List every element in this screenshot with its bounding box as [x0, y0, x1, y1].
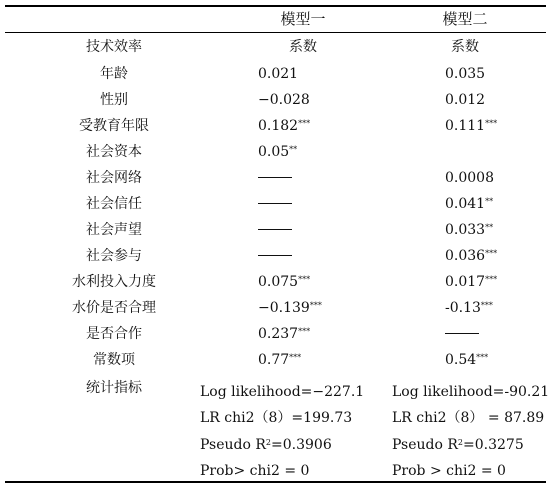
row-label: 社会信任 — [86, 196, 142, 212]
m1-loglik: Log likelihood=−227.1 — [200, 384, 365, 400]
m2-coefficient — [445, 91, 485, 109]
m1-significance: *** — [309, 301, 322, 310]
m1-prob-chi2: Prob> chi2 = 0 — [200, 463, 310, 479]
m1-value: 0.05 — [258, 144, 290, 160]
row-label: 性别 — [100, 92, 128, 108]
m2-significance: *** — [476, 353, 489, 362]
not-included-dash — [445, 333, 479, 334]
m2-coefficient — [445, 273, 497, 291]
m2-value: 0.036 — [445, 248, 486, 264]
row-label: 社会资本 — [86, 144, 142, 160]
m2-coefficient — [445, 247, 497, 265]
m2-value: 0.033 — [445, 222, 486, 238]
m1-coefficient — [258, 169, 292, 187]
not-included-dash — [258, 255, 292, 256]
m1-pseudo-post: =0.3906 — [271, 437, 332, 453]
m1-pseudo-r2 — [200, 436, 332, 454]
table-top-rule — [5, 5, 546, 7]
m2-value: 0.012 — [445, 92, 486, 108]
m2-coefficient — [445, 65, 485, 83]
not-included-dash — [258, 177, 292, 178]
m2-lr-chi2: LR chi2（8） = 87.89 — [392, 410, 545, 426]
m1-pseudo-pre: Pseudo R — [200, 437, 266, 453]
row-label: 水利投入力度 — [72, 274, 156, 290]
row-label: 受教育年限 — [79, 118, 149, 134]
m2-value: 0.035 — [445, 66, 486, 82]
m2-coefficient — [445, 325, 479, 343]
m1-significance: *** — [298, 275, 311, 284]
m1-significance: *** — [298, 327, 311, 336]
header-rule — [5, 32, 546, 33]
m2-coefficient — [445, 117, 497, 135]
m2-value: 0.0008 — [445, 170, 494, 186]
m2-significance: *** — [485, 249, 498, 258]
m2-significance: ** — [485, 223, 494, 232]
m2-coef-header: 系数 — [451, 39, 479, 55]
row-label: 年龄 — [100, 66, 128, 82]
m1-value: 0.075 — [258, 274, 299, 290]
m1-coefficient — [258, 325, 310, 343]
not-included-dash — [258, 203, 292, 204]
m1-lr-chi2: LR chi2（8）=199.73 — [200, 410, 353, 426]
m2-value: 0.017 — [445, 274, 486, 290]
m1-value: 0.021 — [258, 66, 299, 82]
m2-coefficient — [445, 221, 493, 239]
row-label: 常数项 — [93, 352, 135, 368]
m1-value: −0.139 — [258, 300, 310, 316]
m2-value: 0.54 — [445, 352, 477, 368]
m2-value: -0.13 — [445, 300, 481, 316]
m2-prob-chi2: Prob > chi2 = 0 — [392, 463, 506, 479]
m1-pseudo-sup: 2 — [265, 438, 272, 447]
row-label: 是否合作 — [86, 326, 142, 342]
m2-value: 0.041 — [445, 196, 486, 212]
m2-significance: *** — [485, 275, 498, 284]
m1-coefficient — [258, 195, 292, 213]
m2-significance: ** — [485, 197, 494, 206]
m2-significance: *** — [485, 119, 498, 128]
m2-coefficient — [445, 169, 494, 187]
row-label: 社会参与 — [86, 248, 142, 264]
not-included-dash — [258, 229, 292, 230]
m1-coefficient — [258, 117, 310, 135]
m2-significance: *** — [480, 301, 493, 310]
m1-coefficient — [258, 65, 298, 83]
m2-loglik: Log likelihood=-90.21 — [392, 384, 550, 400]
m1-significance: *** — [289, 353, 302, 362]
table-bottom-rule — [5, 481, 546, 483]
m2-value: 0.111 — [445, 118, 486, 134]
m2-pseudo-post: =0.3275 — [463, 437, 524, 453]
row-label: 水价是否合理 — [72, 300, 156, 316]
m2-pseudo-pre: Pseudo R — [392, 437, 458, 453]
m1-coefficient — [258, 91, 310, 109]
m1-coefficient — [258, 221, 292, 239]
m2-coefficient — [445, 195, 493, 213]
m1-coef-header: 系数 — [289, 39, 317, 55]
m1-value: −0.028 — [258, 92, 310, 108]
model1-header: 模型一 — [280, 10, 326, 28]
m1-value: 0.77 — [258, 352, 290, 368]
row-label-efficiency: 技术效率 — [86, 39, 142, 55]
m2-pseudo-sup: 2 — [457, 438, 464, 447]
m2-coefficient — [445, 351, 488, 369]
m1-coefficient — [258, 299, 322, 317]
m1-coefficient — [258, 351, 301, 369]
m1-significance: *** — [298, 119, 311, 128]
m1-coefficient — [258, 247, 292, 265]
model2-header: 模型二 — [442, 10, 488, 28]
m1-significance: ** — [289, 145, 298, 154]
stats-label: 统计指标 — [86, 380, 142, 396]
row-label: 社会声望 — [86, 222, 142, 238]
m2-coefficient — [445, 299, 493, 317]
m2-pseudo-r2 — [392, 436, 524, 454]
m1-coefficient — [258, 143, 297, 161]
m1-coefficient — [258, 273, 310, 291]
m1-value: 0.237 — [258, 326, 299, 342]
row-label: 社会网络 — [86, 170, 142, 186]
m1-value: 0.182 — [258, 118, 299, 134]
